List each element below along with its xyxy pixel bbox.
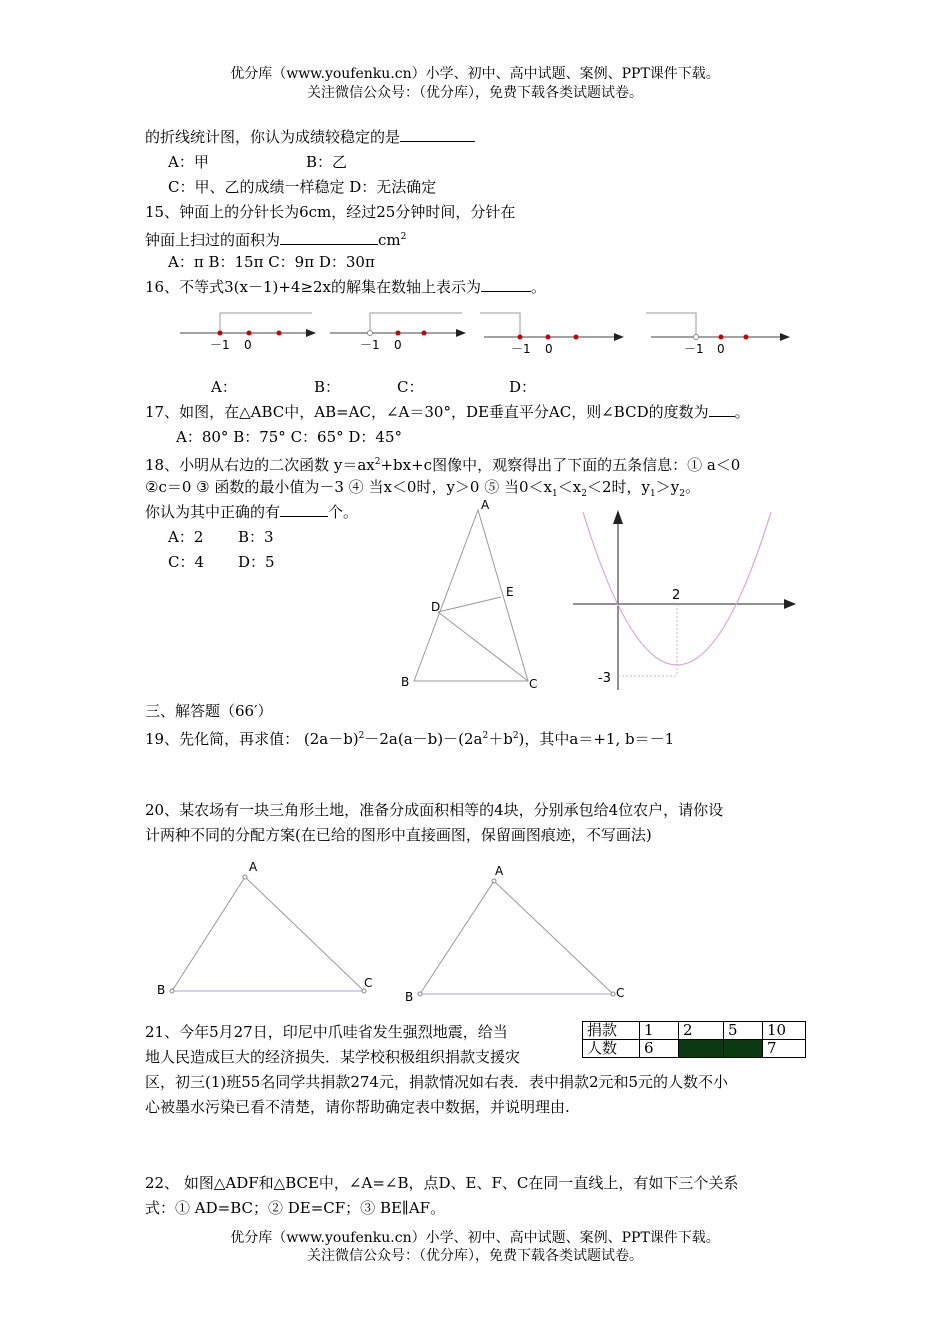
number-line-c bbox=[480, 313, 624, 356]
q19-text: －2a(a－b)－(2a bbox=[364, 730, 483, 748]
q18-text: ＞y bbox=[655, 478, 680, 496]
y-axis-label-neg3: -3 bbox=[598, 671, 611, 686]
q21-line-3: 区，初三(1)班55名同学共捐款274元，捐款情况如右表．表中捐款2元和5元的人数不小 bbox=[145, 1073, 729, 1091]
point-marker bbox=[422, 331, 427, 336]
tick-label-neg-one: －1 bbox=[210, 338, 230, 352]
point-marker bbox=[396, 331, 401, 336]
q19-text: ＋b bbox=[488, 730, 513, 748]
point-marker bbox=[574, 335, 579, 340]
answer-blank bbox=[709, 402, 735, 417]
q19-text: 19、先化简，再求值： (2a－b) bbox=[145, 730, 359, 748]
q15-line-1: 15、钟面上的分针长为6cm，经过25分钟时间，分针在 bbox=[145, 203, 516, 221]
subscript: 1 bbox=[552, 489, 558, 499]
q18-text: ②c＝0 ③ 函数的最小值为－3 ④ 当x＜0时，y＞0 ⑤ 当0＜x bbox=[145, 478, 553, 496]
table-cell: 1 bbox=[640, 1022, 679, 1040]
section-3-title: 三、解答题（66′） bbox=[145, 702, 273, 720]
superscript: 2 bbox=[374, 457, 381, 467]
subscript: 2 bbox=[581, 489, 587, 499]
header-line-1: 优分库（www.youfenku.cn）小学、初中、高中试题、案例、PPT课件下载。 bbox=[230, 66, 720, 82]
q17-text: 17、如图，在△ABC中，AB=AC，∠A＝30°，DE垂直平分AC，则∠BCD的度数为 bbox=[145, 403, 709, 421]
q16-label-b: B： bbox=[314, 378, 341, 396]
q16-label-a: A： bbox=[211, 378, 237, 396]
unit-superscript: 2 bbox=[400, 232, 407, 242]
point-marker bbox=[218, 331, 223, 336]
q18-text: ＜x bbox=[557, 478, 582, 496]
q21-line-4: 心被墨水污染已看不清楚，请你帮助确定表中数据，并说明理由. bbox=[145, 1098, 570, 1116]
table-cell: 10 bbox=[763, 1022, 806, 1040]
q20-triangle-left bbox=[157, 860, 372, 997]
vertex-label-d: D bbox=[431, 600, 441, 614]
table-header-cell: 捐款 bbox=[583, 1022, 640, 1040]
q18-line-3 bbox=[145, 502, 358, 522]
q18-option-b: B：3 bbox=[238, 528, 274, 546]
q14-option-a: A：甲 bbox=[168, 153, 209, 171]
q18-text-a: 18、小明从右边的二次函数 y＝ax bbox=[145, 456, 375, 474]
ink-stained-cell bbox=[724, 1040, 763, 1058]
footer-line-1: 优分库（www.youfenku.cn）小学、初中、高中试题、案例、PPT课件下载。 bbox=[230, 1230, 720, 1246]
q16-label-c: C： bbox=[397, 378, 424, 396]
table-cell: 7 bbox=[763, 1040, 806, 1058]
parabola-figure bbox=[573, 510, 796, 690]
vertex-label-c: C bbox=[364, 976, 373, 990]
table-cell: 6 bbox=[640, 1040, 679, 1058]
q18-option-c: C：4 bbox=[168, 553, 205, 571]
point-marker bbox=[518, 335, 523, 340]
tick-label-neg-one: －1 bbox=[511, 342, 531, 356]
q18-text: ＜2时，y bbox=[586, 478, 650, 496]
subscript: 2 bbox=[679, 489, 685, 499]
table-cell: 2 bbox=[679, 1022, 724, 1040]
tick-label-zero: 0 bbox=[394, 338, 402, 352]
vertex-label-e: E bbox=[506, 585, 514, 599]
q17-options: A：80° B：75° C：65° D：45° bbox=[176, 428, 403, 446]
tick-label-zero: 0 bbox=[717, 342, 725, 356]
table-row bbox=[583, 1022, 806, 1040]
q19-text: )，其中a＝+1, b＝－1 bbox=[518, 730, 675, 748]
point-marker bbox=[719, 335, 724, 340]
header-line-2: 关注微信公众号：（优分库），免费下载各类试题试卷。 bbox=[307, 85, 643, 101]
vertex-label-b: B bbox=[157, 983, 166, 997]
point-marker bbox=[247, 331, 252, 336]
tick-label-zero: 0 bbox=[244, 338, 252, 352]
tick-label-zero: 0 bbox=[545, 342, 553, 356]
point-marker bbox=[277, 331, 282, 336]
x-axis-label-2: 2 bbox=[672, 588, 681, 603]
q20-line-1: 20、某农场有一块三角形土地，准备分成面积相等的4块，分别承包给4位农户，请你设 bbox=[145, 801, 724, 819]
point-marker bbox=[546, 335, 551, 340]
vertex-label-b: B bbox=[405, 990, 414, 1004]
table-header-cell: 人数 bbox=[583, 1040, 640, 1058]
q14-text: 的折线统计图，你认为成绩较稳定的是 bbox=[145, 128, 401, 146]
q17-triangle-figure bbox=[401, 498, 537, 691]
superscript: 2 bbox=[482, 731, 489, 741]
q14-option-cd: C：甲、乙的成绩一样稳定 D：无法确定 bbox=[168, 178, 437, 196]
q16-end: 。 bbox=[531, 278, 547, 296]
vertex-label-b: B bbox=[401, 675, 410, 689]
q22-line-1: 22、 如图△ADF和△BCE中，∠A=∠B，点D、E、F、C在同一直线上，有如下三个关系 bbox=[145, 1174, 739, 1192]
q18-text: 个。 bbox=[328, 503, 359, 521]
ink-stained-cell bbox=[679, 1040, 724, 1058]
answer-blank bbox=[280, 502, 328, 517]
q21-line-2: 地人民造成巨大的经济损失．某学校积极组织捐款支援灾 bbox=[145, 1048, 521, 1066]
q22-line-2: 式：① AD=BC；② DE=CF；③ BE∥AF。 bbox=[145, 1199, 446, 1217]
number-line-b bbox=[330, 313, 466, 352]
q18-text: 你认为其中正确的有 bbox=[145, 503, 281, 521]
open-point-marker bbox=[368, 331, 373, 336]
donation-table bbox=[582, 1021, 806, 1058]
subscript: 1 bbox=[650, 489, 656, 499]
superscript: 2 bbox=[358, 731, 365, 741]
q18-text: 。 bbox=[684, 478, 700, 496]
unit-text: cm bbox=[378, 231, 401, 249]
vertex-label-c: C bbox=[616, 986, 625, 1000]
point-marker bbox=[744, 335, 749, 340]
q16-label-d: D： bbox=[509, 378, 537, 396]
q18-text-b: +bx+c图像中，观察得出了下面的五条信息：① a＜0 bbox=[380, 456, 741, 474]
vertex-label-c: C bbox=[529, 677, 538, 691]
q18-option-a: A：2 bbox=[168, 528, 204, 546]
number-line-a bbox=[180, 313, 316, 352]
table-row bbox=[583, 1040, 806, 1058]
table-cell: 5 bbox=[724, 1022, 763, 1040]
q15-text: 钟面上扫过的面积为 bbox=[145, 231, 281, 249]
q17-stem bbox=[145, 402, 750, 422]
tick-label-neg-one: －1 bbox=[360, 338, 380, 352]
q18-line-1 bbox=[145, 452, 740, 475]
vertex-label-a: A bbox=[495, 864, 504, 878]
q14-option-b: B：乙 bbox=[306, 153, 348, 171]
q18-option-d: D：5 bbox=[238, 553, 275, 571]
tick-label-neg-one: －1 bbox=[684, 342, 704, 356]
q15-options: A：π B：15π C：9π D：30π bbox=[168, 253, 375, 271]
q21-line-1: 21、今年5月27日，印尼中爪哇省发生强烈地震，给当 bbox=[145, 1023, 508, 1041]
number-line-d bbox=[646, 313, 790, 356]
superscript: 2 bbox=[512, 731, 519, 741]
open-point-marker bbox=[694, 335, 699, 340]
footer-line-2: 关注微信公众号：（优分库），免费下载各类试题试卷。 bbox=[307, 1248, 643, 1264]
vertex-label-a: A bbox=[249, 860, 258, 874]
q18-line-2 bbox=[145, 477, 700, 504]
q16-text: 16、不等式3(x－1)+4≥2x的解集在数轴上表示为 bbox=[145, 278, 482, 296]
q19-stem bbox=[145, 726, 674, 749]
q17-end: 。 bbox=[734, 403, 750, 421]
vertex-label-a: A bbox=[481, 498, 490, 512]
q20-triangle-right bbox=[405, 864, 624, 1004]
q20-line-2: 计两种不同的分配方案(在已给的图形中直接画图，保留画图痕迹，不写画法) bbox=[145, 826, 652, 844]
